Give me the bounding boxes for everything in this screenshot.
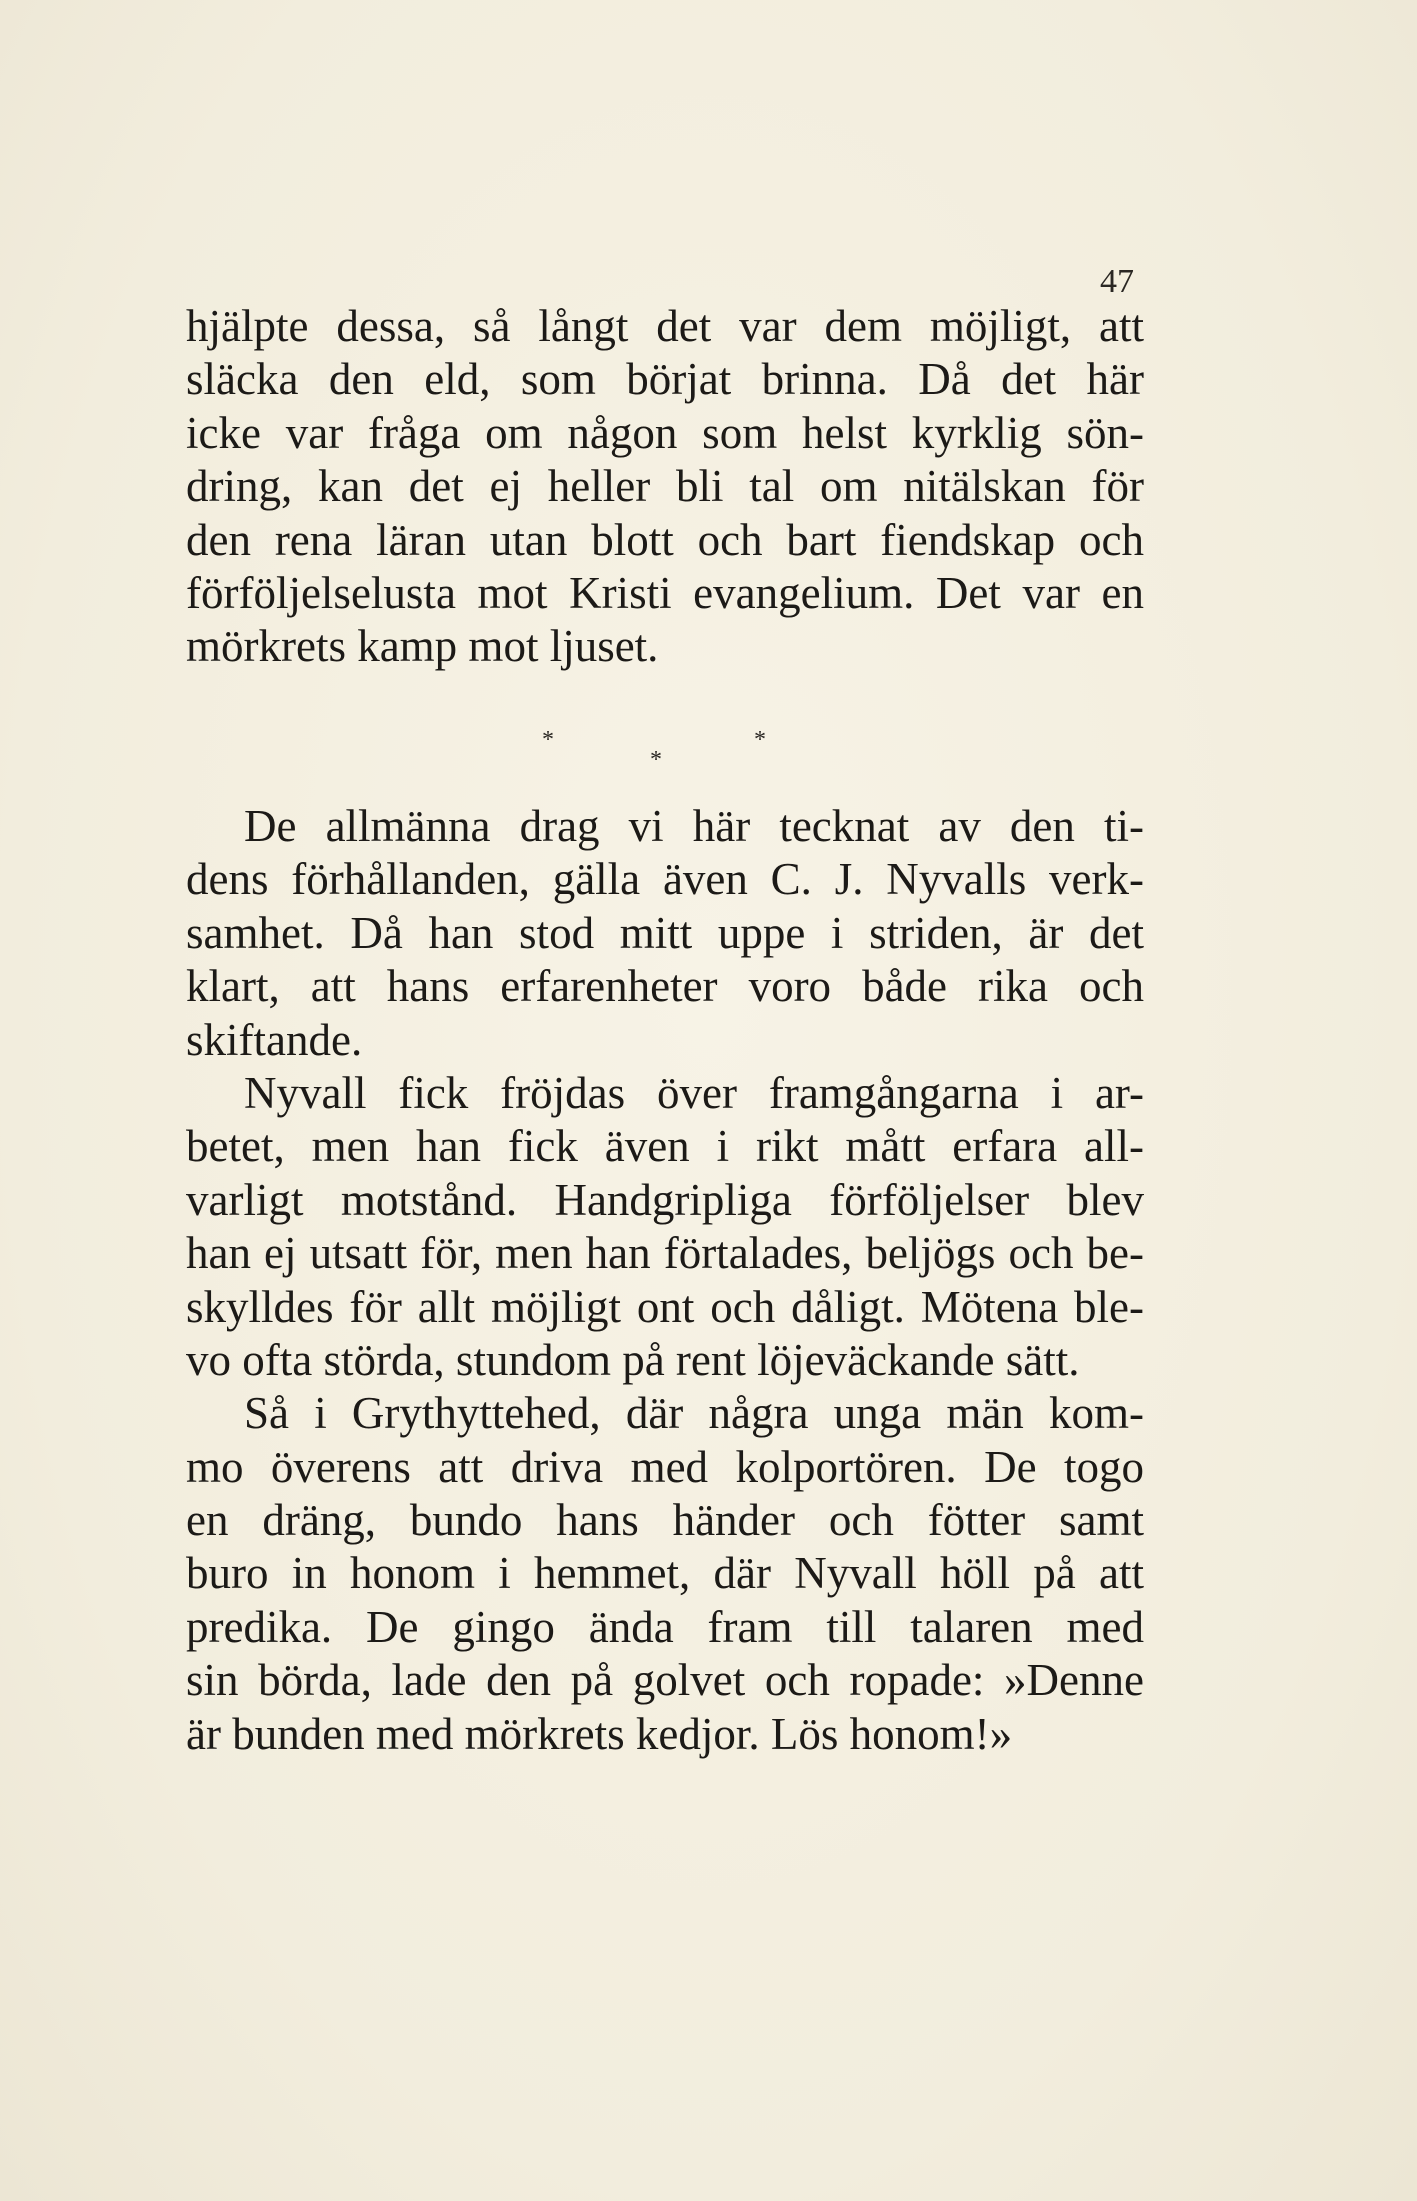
text-line: skiftande. <box>186 1014 363 1065</box>
paragraph-continued <box>186 300 1144 674</box>
text-line: vo ofta störda, stundom på rent löjeväckande sätt. <box>186 1334 1080 1385</box>
text-line: hjälpte dessa, så långt det var dem möjligt, att <box>186 301 1144 351</box>
text-line: en dräng, bundo hans händer och fötter samt <box>186 1495 1144 1546</box>
text-line: dens förhållanden, gälla även C. J. Nyvalls verk- <box>186 854 1144 905</box>
text-line: samhet. Då han stod mitt uppe i striden, är det <box>186 907 1144 958</box>
text-line: mörkrets kamp mot ljuset. <box>186 621 659 672</box>
text-line: varligt motstånd. Handgripliga förföljelser blev <box>186 1174 1144 1225</box>
text-line: förföljelselusta mot Kristi evangelium. Det var en <box>186 567 1144 618</box>
text-line: släcka den eld, som börjat brinna. Då det här <box>186 354 1144 405</box>
text-line: buro in honom i hemmet, där Nyvall höll på att <box>186 1548 1144 1599</box>
section-divider <box>520 720 790 780</box>
asterisk-ornament: * <box>542 727 554 753</box>
text-line: icke var fråga om någon som helst kyrklig sön- <box>186 407 1144 458</box>
text-line: den rena läran utan blott och bart fiendskap och <box>186 514 1144 565</box>
text-line: dring, kan det ej heller bli tal om nitälskan för <box>186 461 1144 512</box>
asterisk-ornament: * <box>650 747 662 773</box>
text-line: betet, men han fick även i rikt mått erfara all- <box>186 1121 1144 1172</box>
asterisk-ornament: * <box>754 727 766 753</box>
text-line: Nyvall fick fröjdas över framgångarna i ar- <box>244 1067 1144 1118</box>
text-line: är bunden med mörkrets kedjor. Lös honom!» <box>186 1708 1013 1759</box>
paragraphs-section <box>186 800 1144 1761</box>
text-line: Så i Grythyttehed, där några unga män kom- <box>244 1388 1144 1439</box>
text-line: predika. De gingo ända fram till talaren med <box>186 1601 1144 1652</box>
text-line: mo överens att driva med kolportören. De togo <box>186 1441 1144 1492</box>
text-line: klart, att hans erfarenheter voro både rika och <box>186 961 1144 1012</box>
text-line: sin börda, lade den på golvet och ropade: »Denne <box>186 1655 1144 1706</box>
page-number: 47 <box>1100 263 1134 300</box>
text-line: skylldes för allt möjligt ont och dåligt. Mötena ble- <box>186 1281 1144 1332</box>
text-line: han ej utsatt för, men han förtalades, beljögs och be- <box>186 1228 1144 1279</box>
text-line: De allmänna drag vi här tecknat av den ti- <box>244 801 1144 851</box>
